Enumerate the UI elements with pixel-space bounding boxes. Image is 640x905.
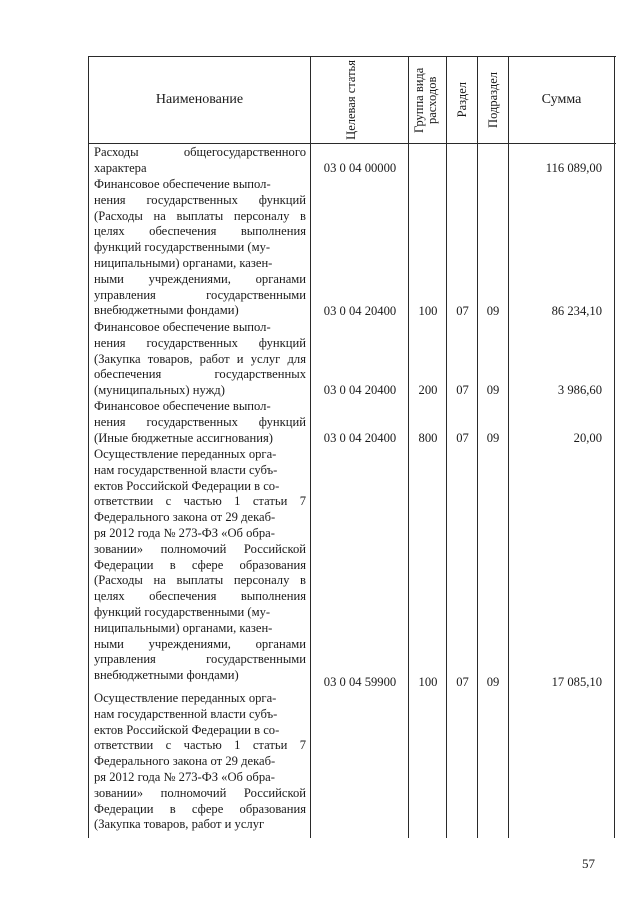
row-section: 07 xyxy=(456,431,469,445)
table-border-right xyxy=(614,56,615,838)
header-name xyxy=(89,57,310,143)
row-sum: 3 986,60 xyxy=(557,383,602,397)
table-border-left xyxy=(88,56,89,838)
header-target xyxy=(311,57,408,143)
column-divider xyxy=(508,56,509,838)
header-sum-label: Сумма xyxy=(541,92,582,107)
row-name: Осуществление переданных орга- нам государственной власти субъ- ектов Российской Федерации в со- ответствии с частью 1 статьи 7 Федерального закона от 29 декаб- ря 2012 года № 273-ФЗ «Об обра- зовании» полномочий Российской Федерации в сфере образования (Закупка товаров, работ и услуг xyxy=(94,691,306,832)
row-name: Расходы общегосударственного характера xyxy=(94,145,306,175)
header-target-label: Целевая статья xyxy=(343,60,358,140)
row-section: 07 xyxy=(456,304,469,318)
row-name: Финансовое обеспечение выпол- нения государственных функций (Закупка товаров, работ и услуг для обеспечения государственных (муниципальных) нужд) xyxy=(94,320,306,398)
row-group: 100 xyxy=(418,304,438,318)
column-divider xyxy=(408,56,409,838)
row-sum: 17 085,10 xyxy=(551,675,602,689)
header-group-label: Группа вида расходов xyxy=(411,67,439,133)
row-sum: 20,00 xyxy=(573,431,602,445)
header-section-label: Раздел xyxy=(454,82,469,118)
header-separator xyxy=(88,143,616,144)
row-section: 07 xyxy=(456,383,469,397)
row-subsection: 09 xyxy=(486,675,500,689)
header-name-label: Наименование xyxy=(155,92,244,107)
column-divider xyxy=(477,56,478,838)
row-sum: 86 234,10 xyxy=(551,304,602,318)
row-code: 03 0 04 59900 xyxy=(323,675,397,689)
row-section: 07 xyxy=(456,675,469,689)
row-sum: 116 089,00 xyxy=(545,161,602,175)
row-code: 03 0 04 20400 xyxy=(323,431,397,445)
row-name: Финансовое обеспечение выпол- нения государственных функций (Расходы на выплаты персоналу в целях обеспечения выполнения функций государственными (му- ниципальными) органами, казен- ными учреждениями, органами управления государственными внебюджетными фондами) xyxy=(94,177,306,318)
row-subsection: 09 xyxy=(486,304,500,318)
row-group: 100 xyxy=(418,675,438,689)
row-code: 03 0 04 20400 xyxy=(323,304,397,318)
row-code: 03 0 04 00000 xyxy=(323,161,397,175)
row-subsection: 09 xyxy=(486,383,500,397)
row-name: Финансовое обеспечение выпол- нения государственных функций (Иные бюджетные ассигнования) xyxy=(94,399,306,445)
row-name: Осуществление переданных орга- нам государственной власти субъ- ектов Российской Федерации в со- ответствии с частью 1 статьи 7 Федерального закона от 29 декаб- ря 2012 года № 273-ФЗ «Об обра- зовании» полномочий Российской Федерации в сфере образования (Расходы на выплаты персоналу в целях обеспечения выполнения функций государственными (му- ниципальными) органами, казен- ными учреждениями, органами управления государственными внебюджетными фондами) xyxy=(94,447,306,683)
header-subsection-label: Подраздел xyxy=(485,72,500,128)
header-group xyxy=(409,57,446,143)
row-subsection: 09 xyxy=(486,431,500,445)
column-divider xyxy=(446,56,447,838)
column-divider xyxy=(310,56,311,838)
header-subsection xyxy=(478,57,508,143)
header-sum xyxy=(509,57,614,143)
header-section xyxy=(447,57,477,143)
page-number: 57 xyxy=(582,856,595,871)
row-code: 03 0 04 20400 xyxy=(323,383,397,397)
row-group: 800 xyxy=(418,431,438,445)
row-group: 200 xyxy=(418,383,438,397)
